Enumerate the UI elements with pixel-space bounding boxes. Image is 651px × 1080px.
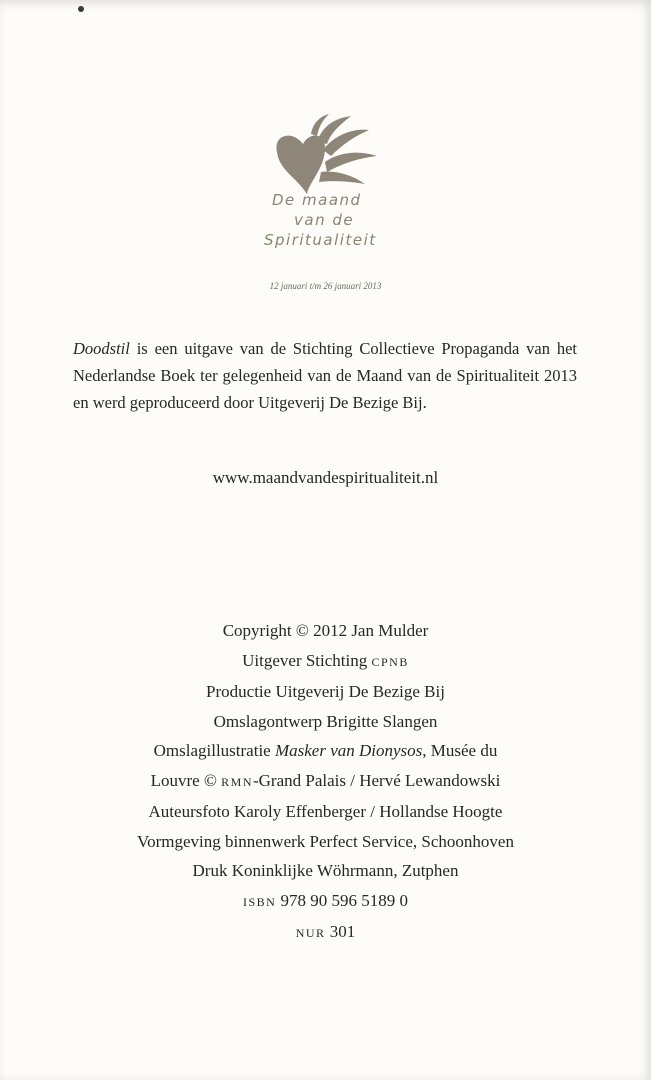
logo-text-line: Spiritualiteit — [264, 231, 377, 249]
isbn-label: ISBN — [242, 894, 277, 909]
logo-text-line: van de — [294, 211, 355, 229]
cover-illustration-credit-line — [0, 766, 651, 798]
heart-with-flames-icon — [265, 112, 385, 202]
ink-speck — [78, 6, 84, 12]
book-title: Doodstil — [73, 338, 130, 358]
copyright-line: Copyright © 2012 Jan Mulder — [222, 621, 429, 640]
cover-illustration-title: Masker van Dionysos — [274, 741, 423, 760]
cover-design-line: Omslagontwerp Brigitte Slangen — [213, 711, 438, 731]
publisher-line — [0, 646, 651, 678]
website-url: www.maandvandespiritualiteit.nl — [212, 468, 439, 487]
cover-illustration-museum: , Musée du — [422, 741, 498, 760]
nur-value: 301 — [325, 922, 356, 941]
interior-design-line: Vormgeving binnenwerk Perfect Service, Schoonhoven — [137, 831, 514, 851]
rmn-abbr: RMN — [221, 774, 253, 789]
cover-illustration-label: Omslagillustratie — [153, 741, 275, 760]
isbn-line — [0, 886, 651, 918]
intro-paragraph — [73, 335, 577, 416]
cover-illustration-line — [0, 736, 651, 766]
event-dates: 12 januari t/m 26 januari 2013 — [269, 281, 382, 291]
production-line: Productie Uitgeverij De Bezige Bij — [206, 682, 445, 701]
publisher-abbr: CPNB — [371, 654, 409, 669]
logo-text-line: De maand — [272, 191, 362, 209]
nur-label: NUR — [295, 926, 326, 940]
credit-text: -Grand Palais / Hervé Lewandowski — [252, 770, 501, 790]
nur-line — [0, 917, 651, 949]
author-photo-line: Auteursfoto Karoly Effenberger / Hollandse Hoogte — [148, 802, 503, 821]
isbn-value: 978 90 596 5189 0 — [276, 890, 409, 910]
printing-line: Druk Koninklijke Wöhrmann, Zutphen — [192, 861, 459, 880]
intro-text: is een uitgave van de Stichting Collectieve Propaganda van het Nederlandse Boek ter gelegenheid van de Maand van de Spiritualiteit 2013 en werd geproduceerd door Uitgeverij De Bezige Bij. — [73, 338, 577, 412]
logo-wordmark — [262, 190, 402, 250]
credit-text: Louvre © — [150, 770, 222, 790]
colophon-credits — [0, 616, 651, 949]
publisher-label: Uitgever Stichting — [242, 650, 372, 670]
